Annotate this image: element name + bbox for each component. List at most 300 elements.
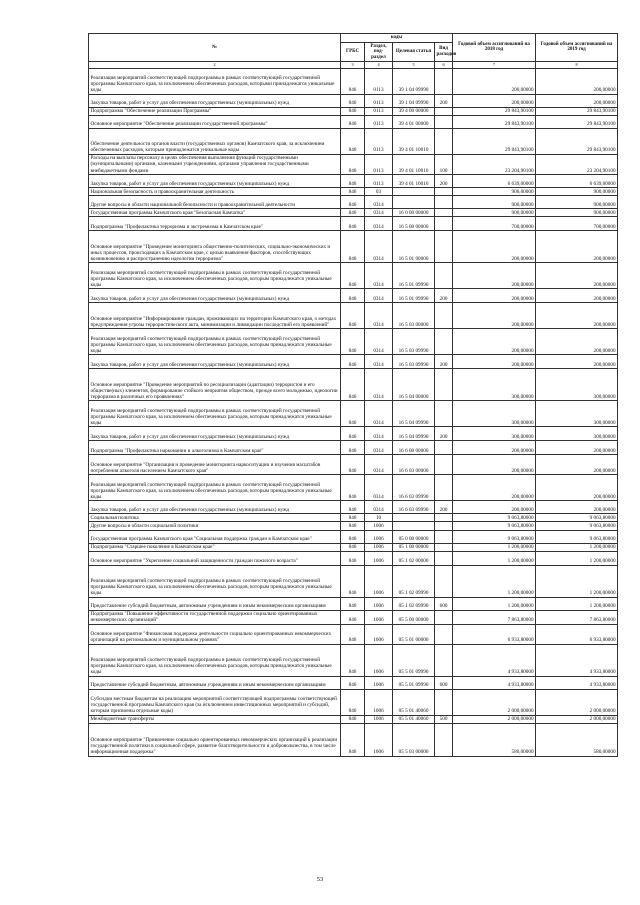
row-amount-2018: 4 933,80000 [453, 644, 536, 676]
table-row [89, 644, 618, 676]
row-amount-2019: 300,00000 [536, 427, 618, 441]
row-amount-2018: 7 863,80000 [453, 610, 536, 624]
row-grbs: 846 [341, 263, 365, 289]
row-expense-type [435, 522, 453, 530]
row-amount-2019: 200,00000 [536, 355, 618, 369]
row-razdel: 1006 [365, 597, 393, 610]
row-target-article: 16 5 04 00000 [393, 369, 435, 401]
row-name: Основное мероприятие "Финансовая поддержка деятельности социально ориентированных некоммерческих организаций на региональном и муниципальном уровнях" [89, 624, 341, 644]
row-amount-2019: 2 000,00000 [536, 689, 618, 715]
row-grbs: 846 [341, 303, 365, 329]
row-amount-2018: 1 200,00000 [453, 543, 536, 551]
row-name: Реализация мероприятий соответствующей подпрограммы в рамках соответствующей государственной программы Камчатского края, за исключением обеспеченных расходов, которыми принадлежатся уникальные коды [89, 68, 341, 94]
row-expense-type: 500 [435, 715, 453, 723]
table-row [89, 263, 618, 289]
row-razdel: 0314 [365, 263, 393, 289]
row-razdel: 0314 [365, 427, 393, 441]
row-amount-2019: 29 843,90100 [536, 115, 618, 128]
row-expense-type [435, 188, 453, 196]
row-target-article: 05 5 00 00000 [393, 610, 435, 624]
row-expense-type: 200 [435, 355, 453, 369]
row-amount-2019: 200,00000 [536, 289, 618, 303]
row-razdel: 0314 [365, 369, 393, 401]
row-expense-type: 200 [435, 427, 453, 441]
row-amount-2018: 1 200,00000 [453, 597, 536, 610]
row-amount-2019: 4 933,80000 [536, 644, 618, 676]
table-header [89, 34, 618, 62]
header-razdel: Раздел, под-раздел [365, 43, 393, 62]
row-name: Основное мероприятие "Проведение мониторинга общественно-политических, социально-экономических и иных процессов, происходящих в Камчатском крае, с целью выявления факторов, способствующих возникновению и распространению идеологии терроризма" [89, 231, 341, 263]
table-body [89, 61, 618, 756]
row-expense-type [435, 610, 453, 624]
row-expense-type: 200 [435, 289, 453, 303]
budget-table-sheet [88, 33, 617, 757]
row-target-article: 16 0 00 00000 [393, 209, 435, 217]
row-expense-type [435, 209, 453, 217]
row-amount-2018: 9 063,80000 [453, 522, 536, 530]
row-expense-type [435, 329, 453, 355]
row-amount-2019: 200,00000 [536, 441, 618, 455]
row-target-article [393, 522, 435, 530]
row-razdel: 0113 [365, 107, 393, 115]
row-target-article: 05 1 02 09990 [393, 565, 435, 597]
row-razdel: 1006 [365, 624, 393, 644]
table-row [89, 107, 618, 115]
row-name: Основное мероприятие "Проведение мероприятий по ресоциализации (адаптации) террористов и его обществе(ных) элементов, формирование стойкого неприятия обществом, прежде всего молодежью, идеологии терроризма в различных его проявлениях" [89, 369, 341, 401]
row-name: Предоставление субсидий бюджетным, автономным учреждениям и иным некоммерческим организациям [89, 597, 341, 610]
row-amount-2018: 1 200,00000 [453, 565, 536, 597]
row-name: Реализация мероприятий соответствующей подпрограммы в рамках соответствующей государственной программы Камчатского края, за исключением обеспеченных расходов, которым принадлежатся уникальные коды [89, 401, 341, 427]
col-number: 4 [365, 61, 393, 68]
row-name: Закупка товаров, работ и услуг для обеспечения государственных (муниципальных) нужд [89, 427, 341, 441]
row-grbs: 846 [341, 196, 365, 209]
row-amount-2018: 200,00000 [453, 441, 536, 455]
row-target-article: 16 5 01 09990 [393, 263, 435, 289]
row-expense-type [435, 565, 453, 597]
row-target-article: 16 5 04 09990 [393, 401, 435, 427]
header-grbs: ГРБС [341, 43, 365, 62]
table-row [89, 128, 618, 154]
row-expense-type [435, 441, 453, 455]
row-grbs: 846 [341, 543, 365, 551]
row-expense-type [435, 369, 453, 401]
table-row [89, 401, 618, 427]
row-amount-2019: 29 843,90100 [536, 107, 618, 115]
row-grbs: 846 [341, 188, 365, 196]
row-amount-2019: 900,00000 [536, 196, 618, 209]
row-expense-type [435, 455, 453, 475]
header-2019: Годовой объем ассигнований на 2019 год [536, 34, 618, 62]
row-grbs: 846 [341, 715, 365, 723]
row-name: Подпрограмма "Повышение эффективности государственной поддержки социально ориентированных некоммерческих организаций" [89, 610, 341, 624]
row-target-article: 05 0 00 00000 [393, 530, 435, 543]
table-row [89, 289, 618, 303]
row-grbs: 846 [341, 530, 365, 543]
row-expense-type: 200 [435, 175, 453, 188]
row-razdel: 0314 [365, 209, 393, 217]
row-amount-2019: 23 204,90100 [536, 154, 618, 174]
row-name: Обеспечение деятельности органов власти (государственных органов) Камчатского края, за исключением обеспеченных расходов, которым принадлежатся уникальные коды [89, 128, 341, 154]
row-amount-2018: 200,00000 [453, 475, 536, 501]
row-name: Межбюджетные трансферты [89, 715, 341, 723]
row-name: Закупка товаров, работ и услуг для обеспечения государственных (муниципальных) нужд [89, 289, 341, 303]
row-amount-2019: 700,00000 [536, 217, 618, 231]
row-target-article: 16 5 03 00000 [393, 303, 435, 329]
table-row [89, 565, 618, 597]
row-amount-2019: 1 200,00000 [536, 597, 618, 610]
row-name: Реализация мероприятий соответствующей подпрограммы в рамках соответствующей государственной программы Камчатского края, за исключением обеспеченных расходов, которым принадлежатся уникальные коды [89, 263, 341, 289]
row-expense-type: 200 [435, 94, 453, 107]
page-number: 53 [316, 876, 324, 883]
row-target-article: 16 5 03 09990 [393, 329, 435, 355]
row-amount-2019: 900,00000 [536, 188, 618, 196]
col-number: 7 [453, 61, 536, 68]
row-target-article [393, 196, 435, 209]
row-razdel: 0314 [365, 231, 393, 263]
row-target-article: 16 5 03 09990 [393, 355, 435, 369]
row-expense-type [435, 107, 453, 115]
col-number: 5 [393, 61, 435, 68]
row-grbs: 846 [341, 514, 365, 522]
row-razdel: 0113 [365, 115, 393, 128]
col-number: 6 [435, 61, 453, 68]
col-number: 8 [536, 61, 618, 68]
row-amount-2019: 2 000,00000 [536, 715, 618, 723]
table-row [89, 231, 618, 263]
table-row [89, 551, 618, 565]
row-expense-type [435, 543, 453, 551]
row-grbs: 846 [341, 68, 365, 94]
table-row [89, 355, 618, 369]
row-name: Закупка товаров, работ и услуг для обеспечения государственных (муниципальных) нужд [89, 175, 341, 188]
row-name: Закупка товаров, работ и услуг для обеспечения государственных (муниципальных) нужд [89, 355, 341, 369]
header-cs: Целевая статья [393, 43, 435, 62]
row-amount-2019: 1 200,00000 [536, 543, 618, 551]
row-target-article: 16 5 04 09990 [393, 427, 435, 441]
row-name: Подпрограмма "Профилактика наркомании и алкоголизма в Камчатском крае" [89, 441, 341, 455]
row-amount-2018: 29 843,90100 [453, 115, 536, 128]
row-target-article: 16 6 03 09990 [393, 501, 435, 514]
row-razdel: 0113 [365, 154, 393, 174]
row-amount-2019: 200,00000 [536, 475, 618, 501]
row-expense-type: 100 [435, 154, 453, 174]
row-target-article: 39 4 01 10010 [393, 175, 435, 188]
row-target-article: 39 4 01 10010 [393, 128, 435, 154]
row-razdel: 0113 [365, 94, 393, 107]
row-amount-2018: 6 933,80000 [453, 624, 536, 644]
row-amount-2018: 580,00000 [453, 723, 536, 756]
row-grbs: 846 [341, 355, 365, 369]
row-amount-2019: 900,00000 [536, 209, 618, 217]
row-amount-2018: 900,00000 [453, 209, 536, 217]
header-num: № [89, 34, 341, 62]
row-amount-2019: 4 933,80000 [536, 676, 618, 689]
row-grbs: 846 [341, 329, 365, 355]
table-row [89, 689, 618, 715]
row-razdel: 1006 [365, 715, 393, 723]
row-grbs: 846 [341, 610, 365, 624]
row-grbs: 846 [341, 676, 365, 689]
row-razdel: 0314 [365, 401, 393, 427]
table-row [89, 369, 618, 401]
row-grbs: 846 [341, 175, 365, 188]
row-amount-2018: 200,00000 [453, 68, 536, 94]
row-target-article [393, 514, 435, 522]
row-razdel: 1006 [365, 551, 393, 565]
row-grbs: 846 [341, 455, 365, 475]
row-amount-2019: 200,00000 [536, 303, 618, 329]
row-grbs: 846 [341, 209, 365, 217]
row-expense-type [435, 530, 453, 543]
row-name: Подпрограмма "Старшее поколение в Камчатском крае" [89, 543, 341, 551]
row-amount-2019: 1 200,00000 [536, 551, 618, 565]
row-amount-2019: 300,00000 [536, 369, 618, 401]
row-name: Государственная программа Камчатского края "Безопасная Камчатка" [89, 209, 341, 217]
row-grbs: 846 [341, 427, 365, 441]
row-grbs: 846 [341, 289, 365, 303]
row-amount-2018: 6 639,00000 [453, 175, 536, 188]
row-amount-2019: 6 933,80000 [536, 624, 618, 644]
row-name: Реализация мероприятий соответствующей подпрограммы в рамках соответствующей государственной программы Камчатского края, за исключением обеспеченных расходов, которым принадлежатся уникальные коды [89, 329, 341, 355]
row-amount-2018: 200,00000 [453, 501, 536, 514]
row-amount-2019: 6 639,00000 [536, 175, 618, 188]
row-grbs: 846 [341, 115, 365, 128]
row-expense-type [435, 723, 453, 756]
row-razdel: 0314 [365, 289, 393, 303]
header-2018: Годовой объем ассигнований на 2018 год [453, 34, 536, 62]
row-name: Подпрограмма "Обеспечение реализации Программы" [89, 107, 341, 115]
row-grbs: 846 [341, 551, 365, 565]
row-razdel: 0113 [365, 175, 393, 188]
row-target-article: 05 1 00 00000 [393, 543, 435, 551]
row-grbs: 846 [341, 475, 365, 501]
table-row [89, 329, 618, 355]
table-row [89, 175, 618, 188]
row-amount-2018: 200,00000 [453, 355, 536, 369]
row-grbs: 846 [341, 565, 365, 597]
row-grbs: 846 [341, 128, 365, 154]
row-amount-2018: 4 933,80000 [453, 676, 536, 689]
row-razdel: 0314 [365, 355, 393, 369]
table-row [89, 455, 618, 475]
row-name: Национальная безопасность и правоохранительная деятельность [89, 188, 341, 196]
row-amount-2019: 9 063,80000 [536, 530, 618, 543]
row-expense-type: 600 [435, 676, 453, 689]
row-razdel: 0314 [365, 196, 393, 209]
row-amount-2018: 300,00000 [453, 369, 536, 401]
row-amount-2018: 200,00000 [453, 329, 536, 355]
row-razdel: 0314 [365, 329, 393, 355]
row-razdel: 0314 [365, 217, 393, 231]
table-row [89, 610, 618, 624]
table-row [89, 530, 618, 543]
row-amount-2019: 1 200,00000 [536, 565, 618, 597]
row-amount-2019: 200,00000 [536, 94, 618, 107]
table-row [89, 188, 618, 196]
table-row [89, 68, 618, 94]
row-name: Субсидии местным бюджетам на реализацию мероприятий соответствующей подпрограммы соответствующей государственной программы Камчатского края (за исключением инвестиционных мероприятий и субсидий, которым присвоены отдельные коды) [89, 689, 341, 715]
col-number: 3 [341, 61, 365, 68]
row-razdel: 1006 [365, 610, 393, 624]
row-target-article: 39 4 00 00000 [393, 107, 435, 115]
table-row [89, 676, 618, 689]
budget-table [88, 33, 618, 757]
row-amount-2018: 900,00000 [453, 196, 536, 209]
row-amount-2018: 9 063,80000 [453, 514, 536, 522]
row-name: Закупка товаров, работ и услуг для обеспечения государственных (муниципальных) нужд [89, 501, 341, 514]
row-grbs: 846 [341, 441, 365, 455]
row-amount-2019: 300,00000 [536, 401, 618, 427]
row-target-article [393, 188, 435, 196]
row-razdel: 10 [365, 514, 393, 522]
row-amount-2018: 2 000,00000 [453, 715, 536, 723]
row-expense-type [435, 217, 453, 231]
row-amount-2018: 200,00000 [453, 231, 536, 263]
row-expense-type [435, 624, 453, 644]
row-name: Подпрограмма "Профилактика терроризма и экстремизма в Камчатском крае" [89, 217, 341, 231]
row-name: Реализация мероприятий соответствующей подпрограммы в рамках соответствующей государственной программы Камчатского края, за исключением обеспеченных расходов, которым принадлежатся уникальные коды [89, 475, 341, 501]
row-target-article: 39 4 01 10010 [393, 154, 435, 174]
header-vr: Вид расходов [435, 43, 453, 62]
row-expense-type [435, 514, 453, 522]
row-grbs: 846 [341, 154, 365, 174]
row-amount-2018: 200,00000 [453, 94, 536, 107]
row-grbs: 846 [341, 644, 365, 676]
row-razdel: 0113 [365, 68, 393, 94]
row-target-article: 05 5 01 40060 [393, 689, 435, 715]
row-name: Расходы на выплаты персоналу в целях обеспечения выполнения функций государственными (муниципальными) органами, казенными учреждениями, органами управления государственными внебюджетными фондами [89, 154, 341, 174]
row-name: Основное мероприятие "Привлечение социально ориентированных некоммерческих организаций к реализации государственной политики в социальной сфере, развитие благотворительности и добровольчества, в том числе информационная поддержка" [89, 723, 341, 756]
row-expense-type [435, 196, 453, 209]
column-number-row [89, 61, 618, 68]
row-target-article: 39 1 04 09990 [393, 68, 435, 94]
row-amount-2019: 9 063,80000 [536, 522, 618, 530]
table-row [89, 441, 618, 455]
row-expense-type [435, 551, 453, 565]
table-row [89, 475, 618, 501]
table-row [89, 624, 618, 644]
row-razdel: 1006 [365, 723, 393, 756]
row-name: Другие вопросы в области социальной политики [89, 522, 341, 530]
row-amount-2018: 200,00000 [453, 263, 536, 289]
row-expense-type [435, 689, 453, 715]
table-row [89, 209, 618, 217]
row-target-article: 16 5 01 00000 [393, 231, 435, 263]
row-expense-type [435, 231, 453, 263]
row-target-article: 05 5 03 00000 [393, 723, 435, 756]
row-grbs: 846 [341, 624, 365, 644]
row-target-article: 05 5 01 40060 [393, 715, 435, 723]
row-expense-type [435, 263, 453, 289]
row-amount-2018: 700,00000 [453, 217, 536, 231]
col-number: 2 [89, 61, 341, 68]
table-row [89, 196, 618, 209]
row-grbs: 846 [341, 723, 365, 756]
row-amount-2019: 7 863,80000 [536, 610, 618, 624]
row-name: Реализация мероприятий соответствующей подпрограммы в рамках соответствующей государственной программы Камчатского края, за исключением обеспеченных расходов, которым принадлежатся уникальные коды [89, 644, 341, 676]
row-razdel: 1006 [365, 522, 393, 530]
row-name: Реализация мероприятий соответствующей подпрограммы в рамках соответствующей государственной программы Камчатского края, за исключением обеспеченных расходов, которым принадлежатся уникальные коды [89, 565, 341, 597]
row-amount-2018: 200,00000 [453, 455, 536, 475]
row-razdel: 1006 [365, 676, 393, 689]
row-target-article: 05 5 01 00000 [393, 624, 435, 644]
table-row [89, 597, 618, 610]
table-row [89, 115, 618, 128]
row-grbs: 846 [341, 369, 365, 401]
row-target-article: 16 5 00 00000 [393, 217, 435, 231]
row-razdel: 0314 [365, 441, 393, 455]
row-razdel: 1006 [365, 543, 393, 551]
row-grbs: 846 [341, 522, 365, 530]
table-row [89, 501, 618, 514]
row-name: Государственная программа Камчатского края "Социальная поддержка граждан в Камчатском крае" [89, 530, 341, 543]
row-expense-type [435, 644, 453, 676]
row-name: Социальная политика [89, 514, 341, 522]
row-amount-2018: 2 000,00000 [453, 689, 536, 715]
row-amount-2019: 200,00000 [536, 263, 618, 289]
row-name: Предоставление субсидий бюджетным, автономным учреждениям и иным некоммерческим организациям [89, 676, 341, 689]
row-amount-2018: 200,00000 [453, 289, 536, 303]
row-razdel: 0314 [365, 501, 393, 514]
row-target-article: 16 6 03 09990 [393, 475, 435, 501]
row-grbs: 846 [341, 217, 365, 231]
row-name: Основное мероприятие "Информирование граждан, проживающих на территории Камчатского края, о методах предупреждения угрозы террористического акта, минимизации и ликвидации последствий его проявлений" [89, 303, 341, 329]
row-amount-2018: 23 204,90100 [453, 154, 536, 174]
table-row [89, 715, 618, 723]
row-name: Основное мероприятие "Организация и проведение мониторинга наркоситуации и изучения масштабов потребления алкоголя населением Камчатского края" [89, 455, 341, 475]
row-expense-type [435, 475, 453, 501]
table-row [89, 303, 618, 329]
row-target-article: 39 1 04 09990 [393, 94, 435, 107]
row-amount-2019: 200,00000 [536, 455, 618, 475]
row-amount-2018: 300,00000 [453, 401, 536, 427]
row-amount-2019: 29 843,90100 [536, 128, 618, 154]
row-amount-2018: 300,00000 [453, 427, 536, 441]
row-razdel: 0113 [365, 128, 393, 154]
row-razdel: 0314 [365, 455, 393, 475]
table-row [89, 154, 618, 174]
row-grbs: 846 [341, 107, 365, 115]
row-grbs: 846 [341, 597, 365, 610]
row-expense-type [435, 303, 453, 329]
row-target-article: 05 1 02 00000 [393, 551, 435, 565]
row-target-article: 16 6 00 00000 [393, 441, 435, 455]
row-razdel: 1006 [365, 644, 393, 676]
row-target-article: 05 1 02 09990 [393, 597, 435, 610]
table-row [89, 543, 618, 551]
row-grbs: 846 [341, 231, 365, 263]
row-razdel: 1006 [365, 530, 393, 543]
row-expense-type [435, 401, 453, 427]
header-codes: коды [341, 34, 453, 43]
row-target-article: 16 6 03 00000 [393, 455, 435, 475]
row-grbs: 846 [341, 689, 365, 715]
row-amount-2018: 900,00000 [453, 188, 536, 196]
table-row [89, 94, 618, 107]
row-target-article: 16 5 01 09990 [393, 289, 435, 303]
row-razdel: 0314 [365, 475, 393, 501]
row-amount-2018: 29 843,90100 [453, 128, 536, 154]
row-expense-type [435, 115, 453, 128]
row-razdel: 0314 [365, 303, 393, 329]
row-name: Другие вопросы в области национальной безопасности и правоохранительной деятельности [89, 196, 341, 209]
table-row [89, 217, 618, 231]
row-expense-type [435, 68, 453, 94]
table-row [89, 427, 618, 441]
row-amount-2018: 9 063,80000 [453, 530, 536, 543]
row-amount-2018: 29 843,90100 [453, 107, 536, 115]
row-razdel: 1006 [365, 689, 393, 715]
